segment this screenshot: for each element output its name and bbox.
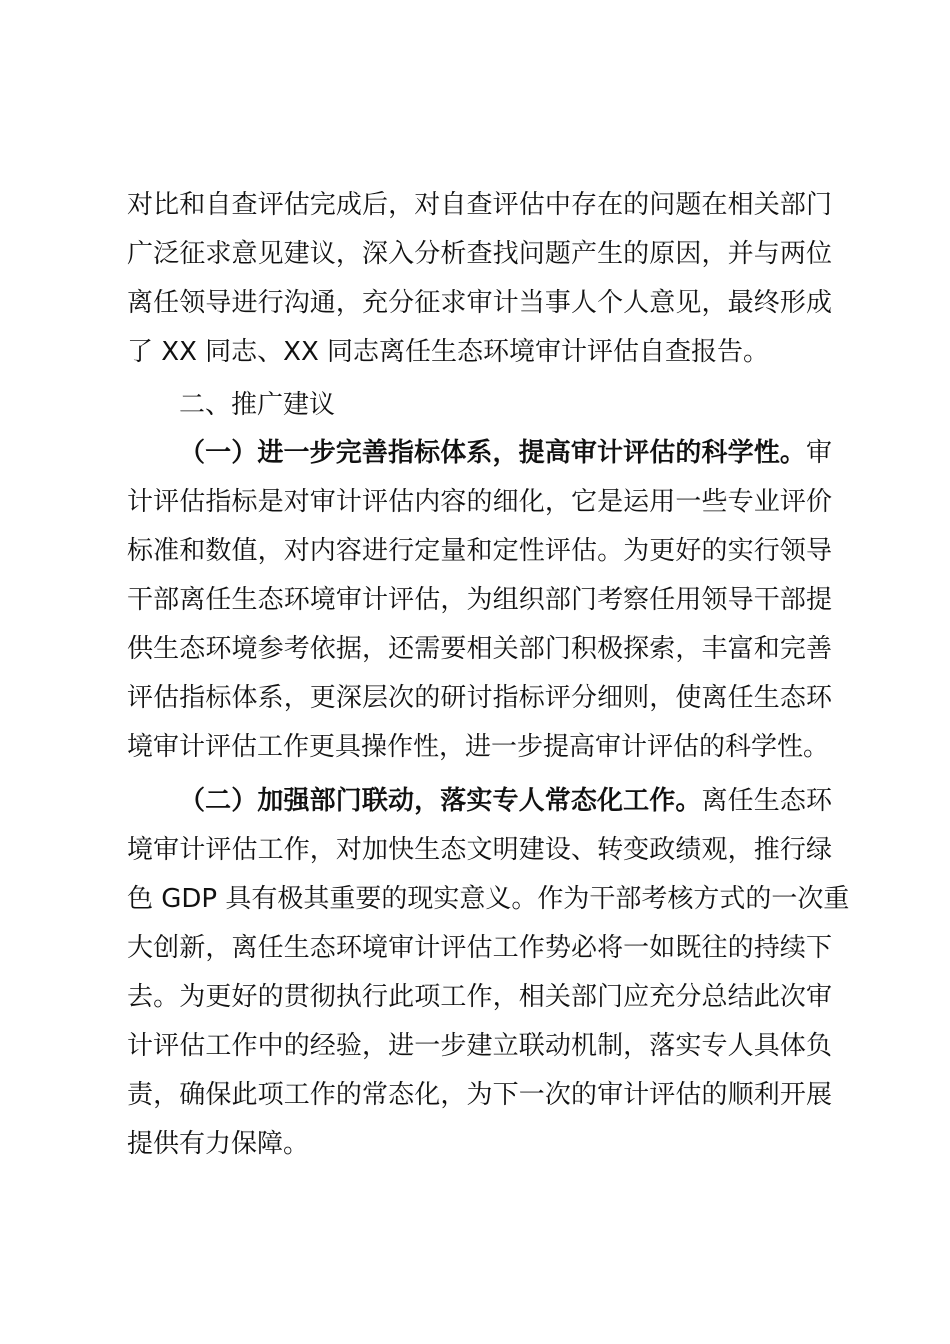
item2-paragraph	[127, 777, 850, 1169]
section-heading: 二、推广建议	[179, 390, 336, 420]
text-line: 计评估指标是对审计评估内容的细化，它是运用一些专业评价	[127, 487, 832, 517]
text-line: 标准和数值，对内容进行定量和定性评估。为更好的实行领导	[127, 536, 832, 566]
text-line: 大创新，离任生态环境审计评估工作势必将一如既往的持续下	[127, 933, 832, 963]
text-line: 计评估工作中的经验，进一步建立联动机制，落实专人具体负	[127, 1031, 832, 1061]
text-line: 去。为更好的贯彻执行此项工作，相关部门应充分总结此次审	[127, 982, 832, 1012]
text-line: 了 XX 同志、XX 同志离任生态环境审计评估自查报告。	[127, 337, 770, 367]
text-line: 干部离任生态环境审计评估，为组织部门考察任用领导干部提	[127, 585, 832, 615]
intro-paragraph	[127, 181, 832, 377]
item2-title: （二）加强部门联动，落实专人常态化工作。	[179, 786, 702, 816]
item1-first-line	[127, 429, 832, 478]
text-line: 供生态环境参考依据，还需要相关部门积极探索，丰富和完善	[127, 634, 832, 664]
text-line: 评估指标体系，更深层次的研讨指标评分细则，使离任生态环	[127, 683, 832, 713]
text-line: 提供有力保障。	[127, 1129, 310, 1159]
text-line: 境审计评估工作，对加快生态文明建设、转变政绩观，推行绿	[127, 835, 832, 865]
text-line: 离任领导进行沟通，充分征求审计当事人个人意见，最终形成	[127, 288, 832, 318]
item1-paragraph	[127, 429, 832, 772]
section-heading-block	[127, 381, 832, 430]
text-line: 色 GDP 具有极其重要的现实意义。作为干部考核方式的一次重	[127, 884, 850, 914]
item1-title: （一）进一步完善指标体系，提高审计评估的科学性。	[179, 438, 806, 468]
text-line: 责，确保此项工作的常态化，为下一次的审计评估的顺利开展	[127, 1080, 832, 1110]
text-line: 对比和自查评估完成后，对自查评估中存在的问题在相关部门	[127, 190, 832, 220]
item2-first-line	[127, 777, 832, 826]
text-line: 广泛征求意见建议，深入分析查找问题产生的原因，并与两位	[127, 239, 832, 269]
item1-first-line-rest: 审	[805, 438, 832, 468]
text-line: 境审计评估工作更具操作性，进一步提高审计评估的科学性。	[127, 732, 830, 762]
item2-first-line-rest: 离任生态环	[701, 786, 832, 816]
